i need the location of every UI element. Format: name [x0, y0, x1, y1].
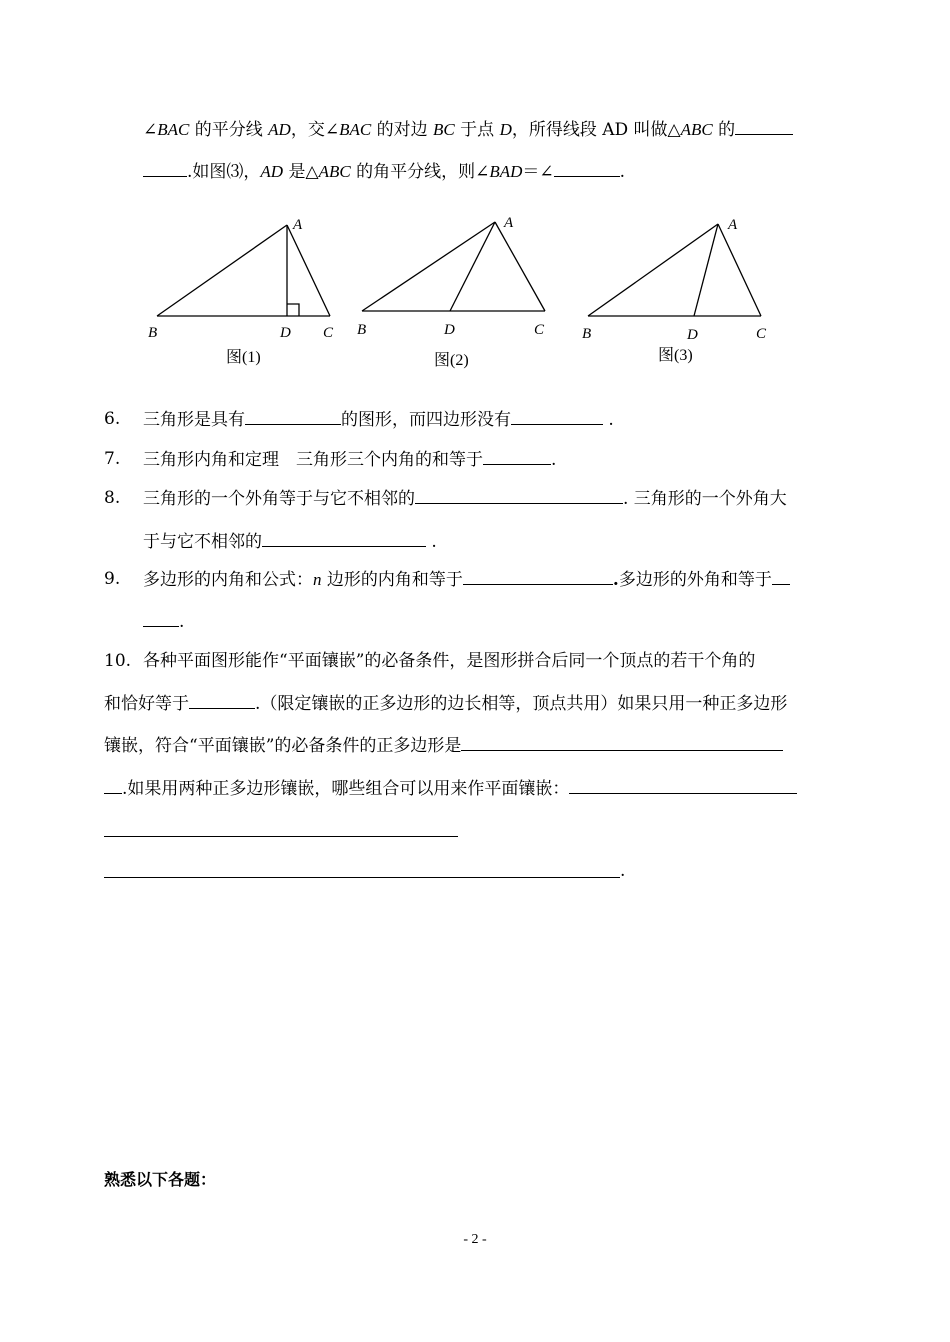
fig2-label-A: A [504, 215, 514, 231]
question-10-number: 10. [104, 651, 132, 671]
page-number: - 2 - [463, 1232, 487, 1247]
blank-q10-3b[interactable] [104, 836, 458, 837]
question-9-line2: . [143, 610, 184, 633]
blank-q10-3a[interactable] [569, 777, 797, 794]
fig1-label-C: C [323, 325, 334, 341]
fig3-label-C: C [756, 326, 767, 342]
blank-q8-1[interactable] [415, 487, 623, 504]
fig3-label-A: A [728, 217, 738, 233]
question-9-number: 9. [104, 569, 121, 589]
fig2-label-D: D [444, 322, 455, 338]
question-10-end-period: . [620, 861, 626, 881]
blank-q10-2a[interactable] [461, 734, 783, 751]
blank-angle-bisector-2[interactable] [143, 160, 187, 177]
figure-1-altitude [140, 210, 340, 370]
question-8-line2: 于与它不相邻的 . [143, 532, 437, 552]
p5-line1: ∠BAC 的平分线 AD，交∠BAC 的对边 BC 于点 D，所得线段 AD 叫做△ABC 的 [143, 118, 793, 141]
blank-q9-1[interactable] [463, 568, 613, 585]
blank-angle-name[interactable] [554, 160, 620, 177]
fig2-label-C: C [534, 322, 545, 338]
question-7-number: 7. [104, 449, 121, 469]
fig3-label-B: B [582, 326, 592, 342]
question-10-line4: .如果用两种正多边形镶嵌，哪些组合可以用来作平面镶嵌： [104, 777, 797, 800]
p5-line2: .如图⑶，AD 是△ABC 的角平分线，则∠BAD＝∠ . [143, 160, 625, 183]
section-heading: 熟悉以下各题： [104, 1170, 217, 1189]
fig1-label-B: B [148, 325, 158, 341]
blank-q10-3c[interactable] [104, 877, 620, 878]
blank-q9-2b[interactable] [143, 610, 179, 627]
fig1-label-A: A [293, 217, 303, 233]
blank-angle-bisector-1[interactable] [735, 118, 793, 135]
question-10-line3: 镶嵌，符合“平面镶嵌”的必备条件的正多边形是 [104, 734, 783, 757]
blank-q10-2b[interactable] [104, 777, 122, 794]
question-10-line2: 和恰好等于 .（限定镶嵌的正多边形的边长相等，顶点共用）如果只用一种正多边形 [104, 694, 788, 714]
fig2-caption: 图(2) [434, 352, 469, 369]
fig1-caption: 图(1) [226, 349, 261, 366]
question-6-number: 6. [104, 409, 121, 429]
blank-q6-1[interactable] [245, 408, 341, 425]
blank-q8-2[interactable] [262, 530, 426, 547]
blank-q7[interactable] [483, 448, 551, 465]
figure-2-median [352, 210, 552, 375]
blank-q9-2a[interactable] [772, 568, 790, 585]
fig3-caption: 图(3) [658, 347, 693, 364]
fig3-label-D: D [687, 327, 698, 343]
blank-q6-2[interactable] [511, 408, 603, 425]
fig2-label-B: B [357, 322, 367, 338]
blank-q10-1[interactable] [189, 692, 255, 709]
question-8-number: 8. [104, 488, 121, 508]
fig1-label-D: D [280, 325, 291, 341]
figure-3-angle-bisector [578, 210, 778, 370]
